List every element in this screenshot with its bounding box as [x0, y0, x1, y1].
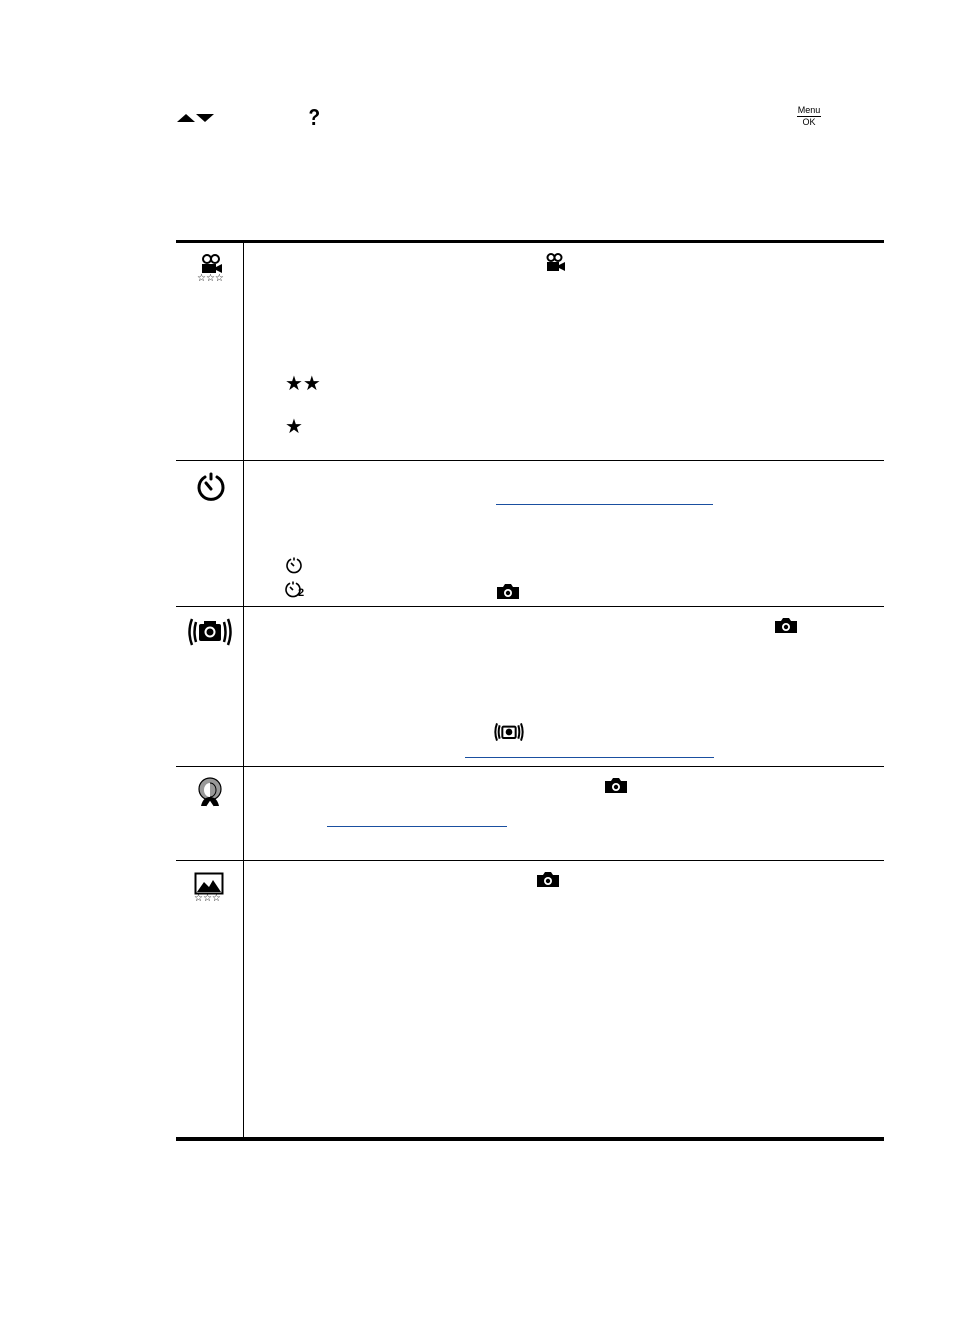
timer-2-label: 2 — [298, 587, 305, 598]
up-down-arrows-icon — [177, 112, 215, 124]
video-camera-icon — [544, 253, 566, 273]
table-row-divider — [176, 460, 884, 461]
shutter-camera-icon — [496, 583, 520, 600]
image-stabilization-icon — [186, 617, 234, 647]
table-row-divider — [176, 860, 884, 861]
menu-ok-button-icon — [795, 106, 823, 127]
table-row-divider — [176, 766, 884, 767]
self-timer-link[interactable] — [496, 504, 713, 505]
image-stabilization-link[interactable] — [465, 757, 714, 758]
self-timer-small-icon — [285, 556, 303, 574]
question-mark-icon — [307, 108, 321, 127]
one-star-icon: ★ — [285, 414, 303, 438]
self-timer-2-icon — [284, 580, 306, 598]
menu-label: Menu — [797, 105, 821, 115]
quality-stars-label: ☆☆☆ — [194, 893, 221, 904]
table-column-divider — [243, 243, 244, 1139]
two-stars-icon: ★★ — [285, 371, 321, 395]
image-stabilization-small-icon — [493, 722, 525, 742]
shutter-camera-icon — [604, 777, 628, 794]
shutter-camera-icon — [536, 871, 560, 888]
red-eye-link[interactable] — [327, 826, 507, 827]
portrait-red-eye-icon — [197, 777, 223, 807]
quality-stars-label: ☆☆☆ — [197, 273, 224, 284]
table-top-rule — [176, 240, 884, 243]
table-bottom-rule — [176, 1137, 884, 1141]
table-row-divider — [176, 606, 884, 607]
self-timer-icon — [195, 471, 227, 503]
shutter-camera-icon — [774, 617, 798, 634]
ok-label: OK — [802, 117, 816, 127]
